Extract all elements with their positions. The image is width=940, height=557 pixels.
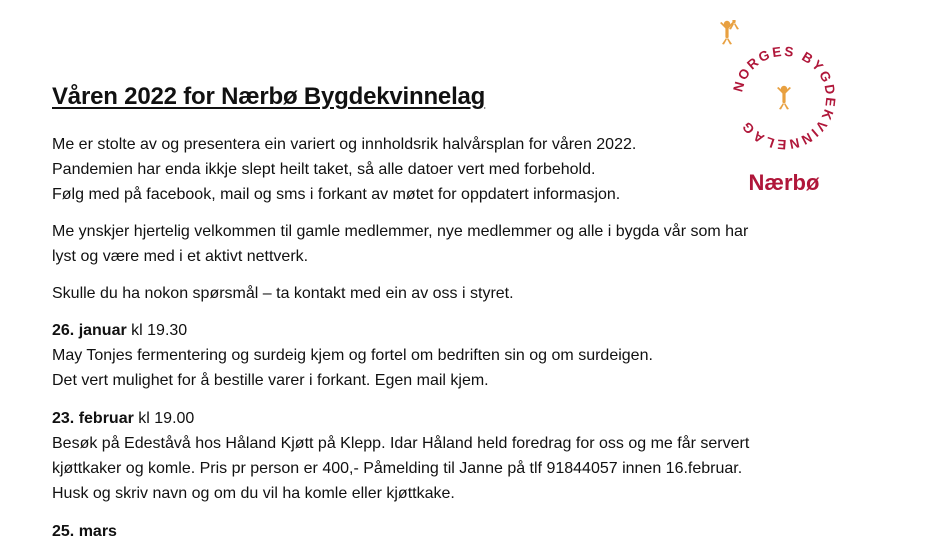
- text-line: Besøk på Edeståvå hos Håland Kjøtt på Klepp. Idar Håland held foredrag for oss og me får servert: [52, 435, 750, 452]
- text-line: lyst og være med i et aktivt nettverk.: [52, 248, 309, 265]
- text-line: Pandemien har enda ikkje slept heilt taket, så alle datoer vert med forbehold.: [52, 161, 596, 178]
- event-time: kl 19.30: [131, 322, 188, 339]
- event-entry: [52, 318, 772, 393]
- text-line: Me er stolte av og presentera ein variert og innholdsrik halvårsplan for våren 2022.: [52, 136, 637, 153]
- welcome-paragraph: [52, 219, 772, 269]
- event-header: [52, 519, 772, 544]
- event-date: 23. februar: [52, 410, 134, 427]
- logo-ring-text: NORGES BYGDEKVINNELAG: [730, 43, 839, 153]
- event-header: [52, 318, 772, 343]
- event-time: kl 19.00: [138, 410, 195, 427]
- intro-paragraph: [52, 132, 772, 207]
- event-entry: [52, 406, 772, 506]
- page-title: Våren 2022 for Nærbø Bygdekvinnelag: [52, 83, 486, 110]
- document-body: [52, 132, 772, 557]
- text-line: Me ynskjer hjertelig velkommen til gamle medlemmer, nye medlemmer og alle i bygda vår som har: [52, 223, 749, 240]
- event-date: 25. mars: [52, 523, 117, 540]
- text-line: Det vert mulighet for å bestille varer i forkant. Egen mail kjem.: [52, 372, 489, 389]
- organization-logo: [720, 20, 848, 200]
- text-line: May Tonjes fermentering og surdeig kjem og fortel om bedriften sin og om surdeigen.: [52, 347, 653, 364]
- logo-place-name: Nærbø: [748, 170, 820, 195]
- logo-emblem: [720, 20, 848, 170]
- text-line: Følg med på facebook, mail og sms i forkant av møtet for oppdatert informasjon.: [52, 186, 621, 203]
- text-line: Skulle du ha nokon spørsmål – ta kontakt med ein av oss i styret.: [52, 285, 514, 302]
- event-entry: [52, 519, 772, 544]
- event-date: 26. januar: [52, 322, 127, 339]
- text-line: Husk og skriv navn og om du vil ha komle eller kjøttkake.: [52, 485, 455, 502]
- contact-paragraph: [52, 281, 772, 306]
- text-line: kjøttkaker og komle. Pris pr person er 400,- Påmelding til Janne på tlf 91844057 innen 16.februar.: [52, 460, 743, 477]
- event-header: [52, 406, 772, 431]
